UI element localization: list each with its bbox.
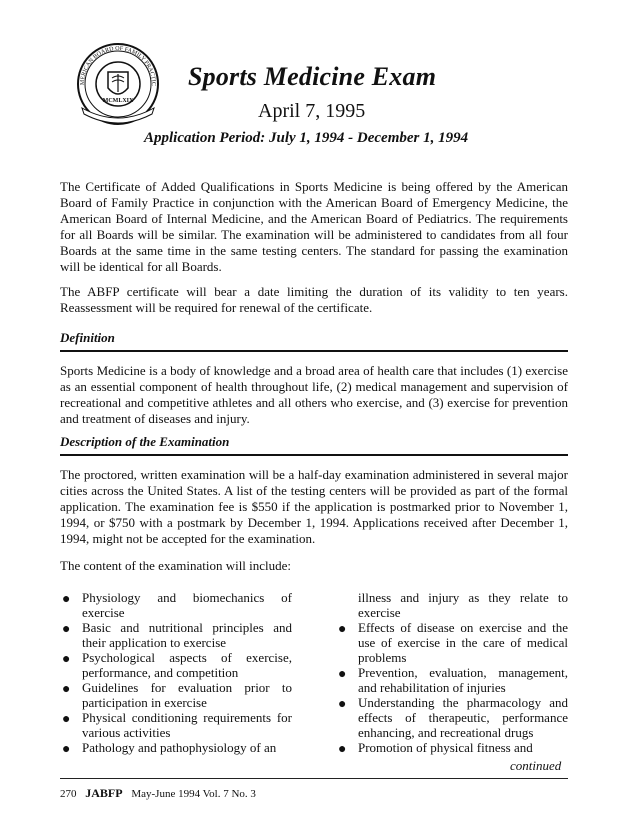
definition-heading: Definition xyxy=(60,330,115,345)
bullet-icon: ● xyxy=(62,712,71,727)
list-item: ● Guidelines for evaluation prior to participation in exercise xyxy=(62,680,292,710)
intro-paragraph: The Certificate of Added Qualifications in Sports Medicine is being offered by the American Board of Family Practice in conjunction with the American Board of Emergency Medicine, the American Board of Internal Medicine, and the American Board of Pediatrics. The requirements for all Boards will be similar. The examination will be administered to candidates from all four Boards at the same time in the same testing centers. The standard for passing the examination will be identical for all Boards. xyxy=(60,179,568,274)
abfp-seal-logo xyxy=(72,40,164,132)
journal-name: JABFP xyxy=(85,786,123,800)
journal-issue: May-June 1994 Vol. 7 No. 3 xyxy=(131,788,256,800)
svg-text:MCMLXIX: MCMLXIX xyxy=(102,98,134,104)
list-item: ● Pathology and pathophysiology of an xyxy=(62,740,277,757)
list-item: ● Promotion of physical fitness and xyxy=(338,740,533,757)
content-list-left xyxy=(60,590,292,755)
application-period: Application Period: July 1, 1994 - December 1, 1994 xyxy=(144,130,469,146)
bullet-icon: ● xyxy=(338,622,347,637)
svg-text:AMERICAN BOARD OF FAMILY PRACT: MERICAN BOARD OF FAMILY PRACTIC xyxy=(79,45,157,86)
bullet-icon: ● xyxy=(338,742,347,757)
page-footer xyxy=(60,786,256,801)
list-item: ● Understanding the pharmacology and effects of therapeutic, performance enhancing, and recreational drugs xyxy=(338,695,568,740)
list-item-continuation: illness and injury as they relate to exercise xyxy=(358,590,568,620)
list-item: ● Psychological aspects of exercise, performance, and competition xyxy=(62,650,292,680)
page-number: 270 xyxy=(60,788,77,800)
footer-divider xyxy=(60,778,568,779)
content-intro: The content of the examination will include: xyxy=(60,558,292,573)
section-divider xyxy=(60,350,568,352)
list-item: ● Effects of disease on exercise and the use of exercise in the care of medical problems xyxy=(338,620,568,665)
bullet-icon: ● xyxy=(62,682,71,697)
bullet-icon: ● xyxy=(62,592,71,607)
content-list-right xyxy=(336,590,568,755)
list-item: ● Physiology and biomechanics of exercise xyxy=(62,590,292,620)
bullet-icon: ● xyxy=(338,667,347,682)
list-item: ● Prevention, evaluation, management, and rehabilitation of injuries xyxy=(338,665,568,695)
bullet-icon: ● xyxy=(338,697,347,712)
section-divider xyxy=(60,454,568,456)
description-paragraph: The proctored, written examination will be a half-day examination administered in several major cities across the United States. A list of the testing centers will be provided as part of the formal application. The examination fee is $550 if the application is postmarked prior to November 1, 1994, or $750 with a postmark by December 1, 1994. Applications received after December 1, 1994, might not be accepted for the examination. xyxy=(60,467,568,546)
continued-label: continued xyxy=(510,758,562,773)
exam-date: April 7, 1995 xyxy=(258,100,366,122)
certificate-paragraph: The ABFP certificate will bear a date limiting the duration of its validity to ten years. Reassessment will be required for renewal of the certificate. xyxy=(60,284,568,315)
bullet-icon: ● xyxy=(62,652,71,667)
bullet-icon: ● xyxy=(62,622,71,637)
definition-paragraph: Sports Medicine is a body of knowledge and a broad area of health care that includes (1) exercise as an essential component of health throughout life, (2) medical management and supervision of recreational and competitive athletes and all others who exercise, and (3) exercise for prevention and treatment of diseases and injury. xyxy=(60,363,568,426)
bullet-icon: ● xyxy=(62,742,71,757)
list-item: ● Physical conditioning requirements for various activities xyxy=(62,710,292,740)
page-title: Sports Medicine Exam xyxy=(188,62,437,91)
list-item: ● Basic and nutritional principles and their application to exercise xyxy=(62,620,292,650)
description-heading: Description of the Examination xyxy=(60,434,230,449)
